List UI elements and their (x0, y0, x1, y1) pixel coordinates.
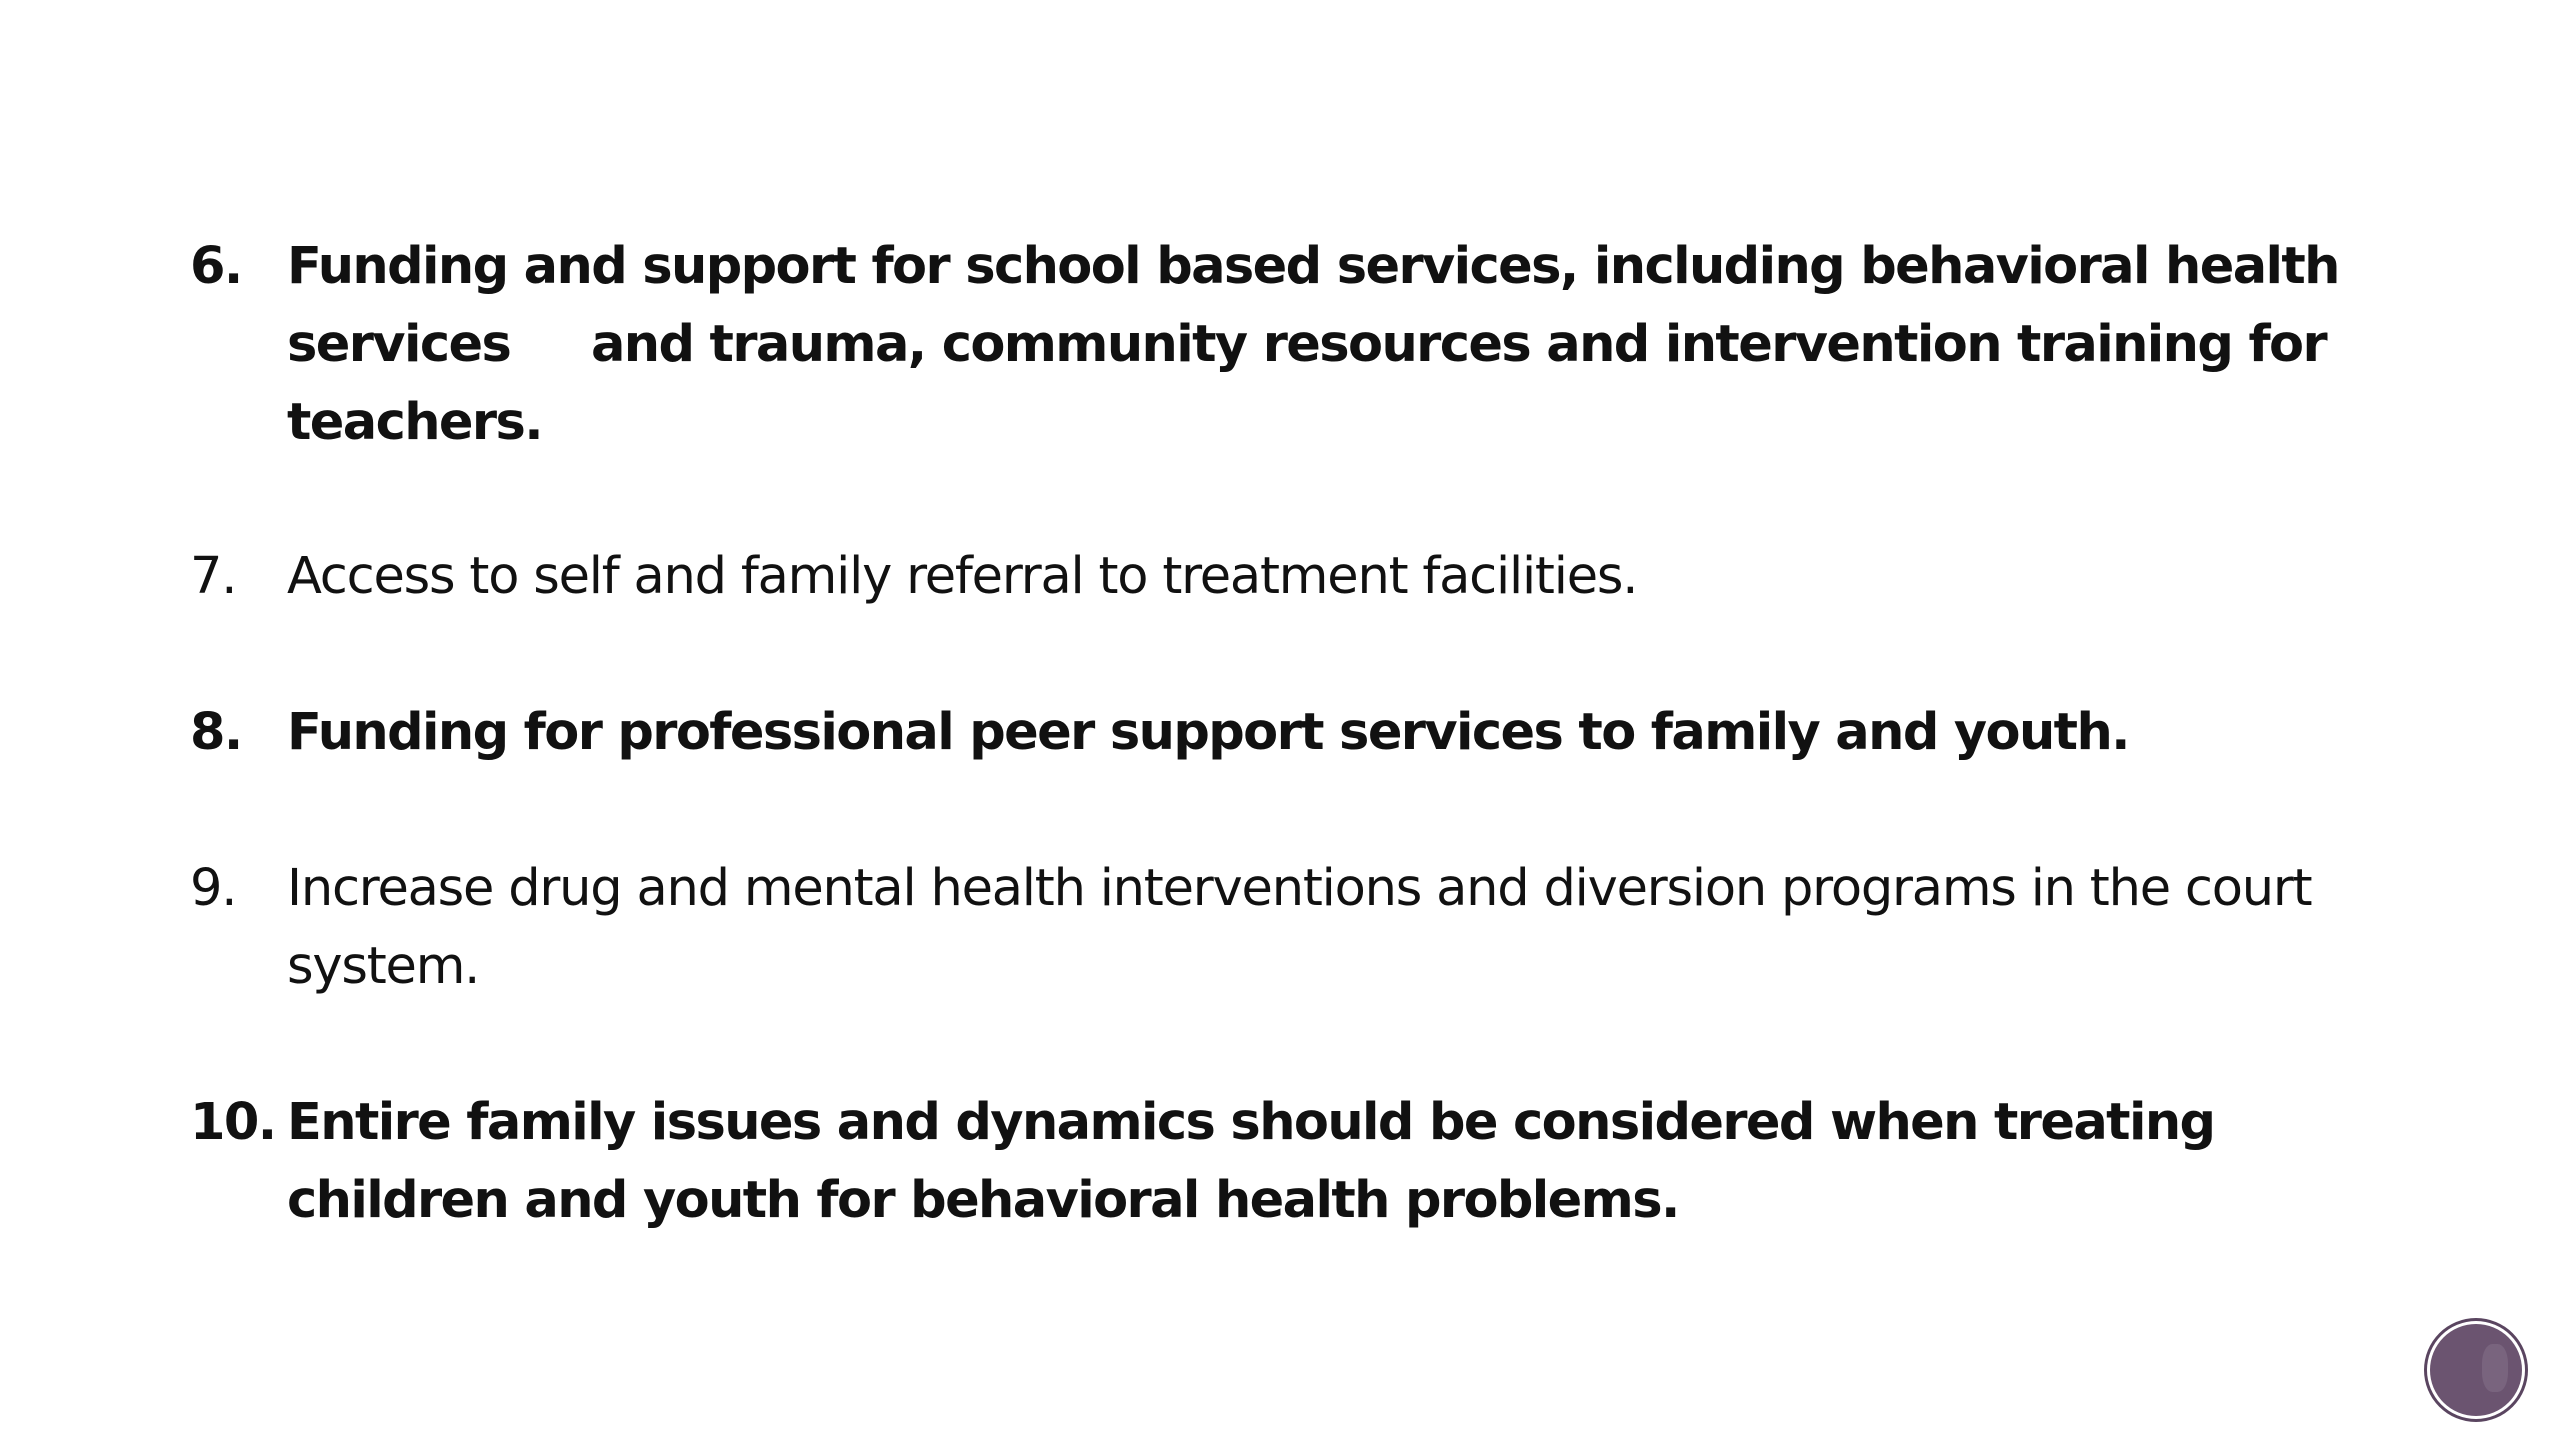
list-item-8 (190, 694, 2350, 772)
list-item-number: 10. (190, 1093, 276, 1152)
list-item-10 (190, 1084, 2350, 1240)
list-item-number: 8. (190, 703, 242, 762)
list-item-7 (190, 538, 2350, 616)
list-item-text: Access to self and family referral to treatment facilities. (287, 547, 1638, 606)
slide-logo-icon (2430, 1324, 2522, 1416)
list-item-text: Entire family issues and dynamics should be considered when treating children and youth for behavioral health problems. (287, 1093, 2231, 1230)
list-item-text: Funding and support for school based services, including behavioral health services and trauma, community resources and intervention training for teachers. (287, 237, 2356, 452)
list-item-text: Increase drug and mental health interventions and diversion programs in the court system. (287, 859, 2327, 996)
logo-mark (2482, 1344, 2508, 1392)
list-item-number: 9. (190, 859, 237, 918)
list-item-9 (190, 850, 2350, 1006)
list-item-text: Funding for professional peer support services to family and youth. (287, 703, 2129, 762)
recommendation-list (190, 228, 2356, 1240)
list-item-6 (190, 228, 2356, 462)
list-item-number: 6. (190, 237, 242, 296)
list-item-number: 7. (190, 547, 237, 606)
